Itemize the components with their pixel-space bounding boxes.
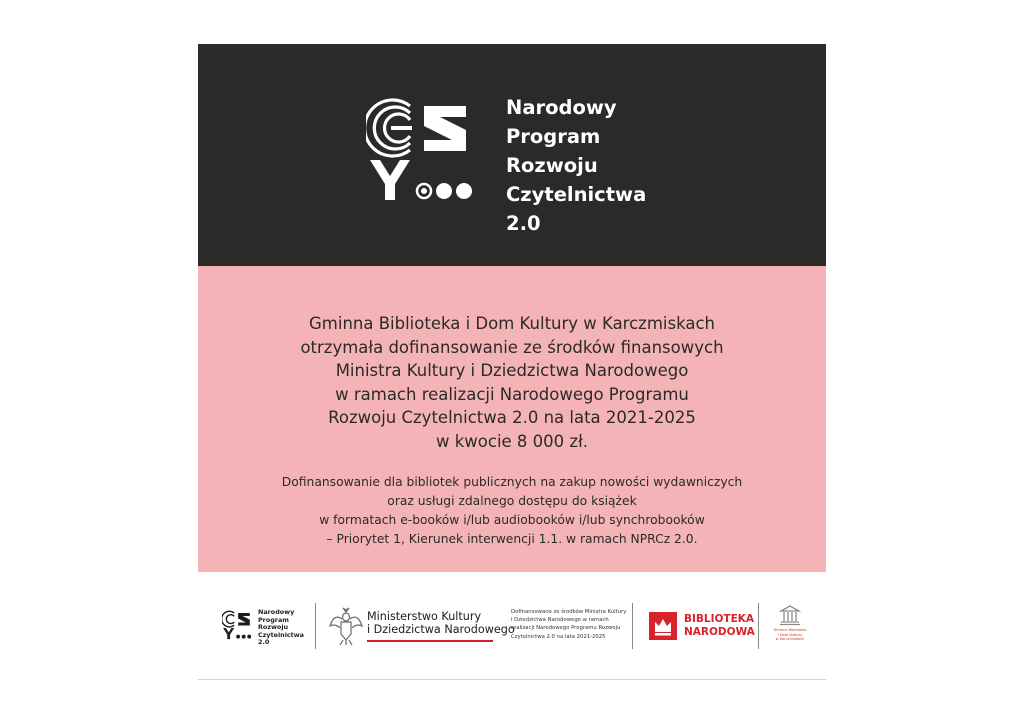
nprcz-small-logo-icon	[222, 610, 252, 641]
funding-line: Czytelnictwa 2.0 na lata 2021-2025	[511, 633, 606, 640]
biblioteka-narodowa-logo	[649, 612, 677, 640]
announcement-band	[198, 266, 826, 572]
announcement-line: w ramach realizacji Narodowego Programu	[335, 384, 689, 404]
divider	[632, 603, 633, 649]
footer-program-line: Narodowy	[258, 608, 295, 616]
divider	[758, 603, 759, 649]
header-band	[198, 44, 826, 266]
announcement-line: Rozwoju Czytelnictwa 2.0 na lata 2021-2025	[328, 408, 696, 427]
bn-line: BIBLIOTEKA	[684, 613, 755, 625]
program-title	[506, 93, 646, 238]
library-building-icon	[779, 604, 801, 626]
footer-program-line: Program	[258, 615, 289, 624]
funding-line: realizacji Narodowego Programu Rozwoju	[511, 625, 621, 632]
biblioteka-narodowa-name	[684, 613, 755, 639]
announcement-details	[198, 473, 826, 549]
program-title-line: Rozwoju	[506, 154, 598, 177]
funding-note	[511, 608, 626, 641]
announcement-line: w kwocie 8 000 zł.	[435, 431, 588, 451]
bn-line: NARODOWA	[684, 626, 755, 638]
polish-eagle-icon	[329, 606, 363, 646]
footer-program-title	[258, 609, 304, 647]
footer-program-line: 2.0	[258, 638, 270, 647]
ministry-line: Ministerstwo Kultury	[367, 610, 482, 623]
program-title-line: 2.0	[506, 212, 541, 235]
announcement-line: Ministra Kultury i Dziedzictwa Narodowego	[335, 361, 689, 380]
local-library-name	[772, 628, 808, 642]
announcement-main	[198, 312, 826, 453]
ministry-line: i Dziedzictwa Narodowego	[367, 623, 515, 636]
announcement-line: otrzymała dofinansowanie ze środków finansowych	[300, 337, 724, 357]
footer-program-line: Rozwoju	[258, 623, 289, 632]
program-title-line: Czytelnictwa	[506, 183, 647, 206]
funding-line: Dofinansowano ze środków Ministra Kultury	[511, 609, 627, 615]
crown-icon	[649, 612, 677, 640]
poster	[198, 44, 826, 680]
details-line: Dofinansowanie dla bibliotek publicznych na zakup nowości wydawniczych	[281, 475, 743, 489]
library-line: i Dom Kultury	[777, 632, 803, 637]
funding-line: i Dziedzictwa Narodowego w ramach	[511, 617, 609, 624]
sponsor-footer	[198, 572, 826, 679]
details-line: oraz usługi zdalnego dostępu do książek	[387, 494, 637, 508]
program-title-line: Program	[506, 125, 601, 148]
details-line: w formatach e-booków i/lub audiobooków i/lub synchrobooków	[319, 513, 705, 527]
divider	[315, 603, 316, 649]
details-line: – Priorytet 1, Kierunek interwencji 1.1. w ramach NPRCz 2.0.	[326, 532, 698, 546]
library-line: Gminna Biblioteka	[773, 628, 807, 632]
ministry-name	[367, 610, 515, 636]
library-line: w Karczmiskach	[775, 637, 805, 642]
program-title-line: Narodowy	[506, 96, 617, 119]
announcement-line: Gminna Biblioteka i Dom Kultury w Karczmiskach	[309, 314, 715, 333]
footer-program-line: Czytelnictwa	[258, 630, 304, 639]
nprcz-logo-icon	[366, 96, 474, 206]
ministry-underline	[367, 640, 493, 642]
